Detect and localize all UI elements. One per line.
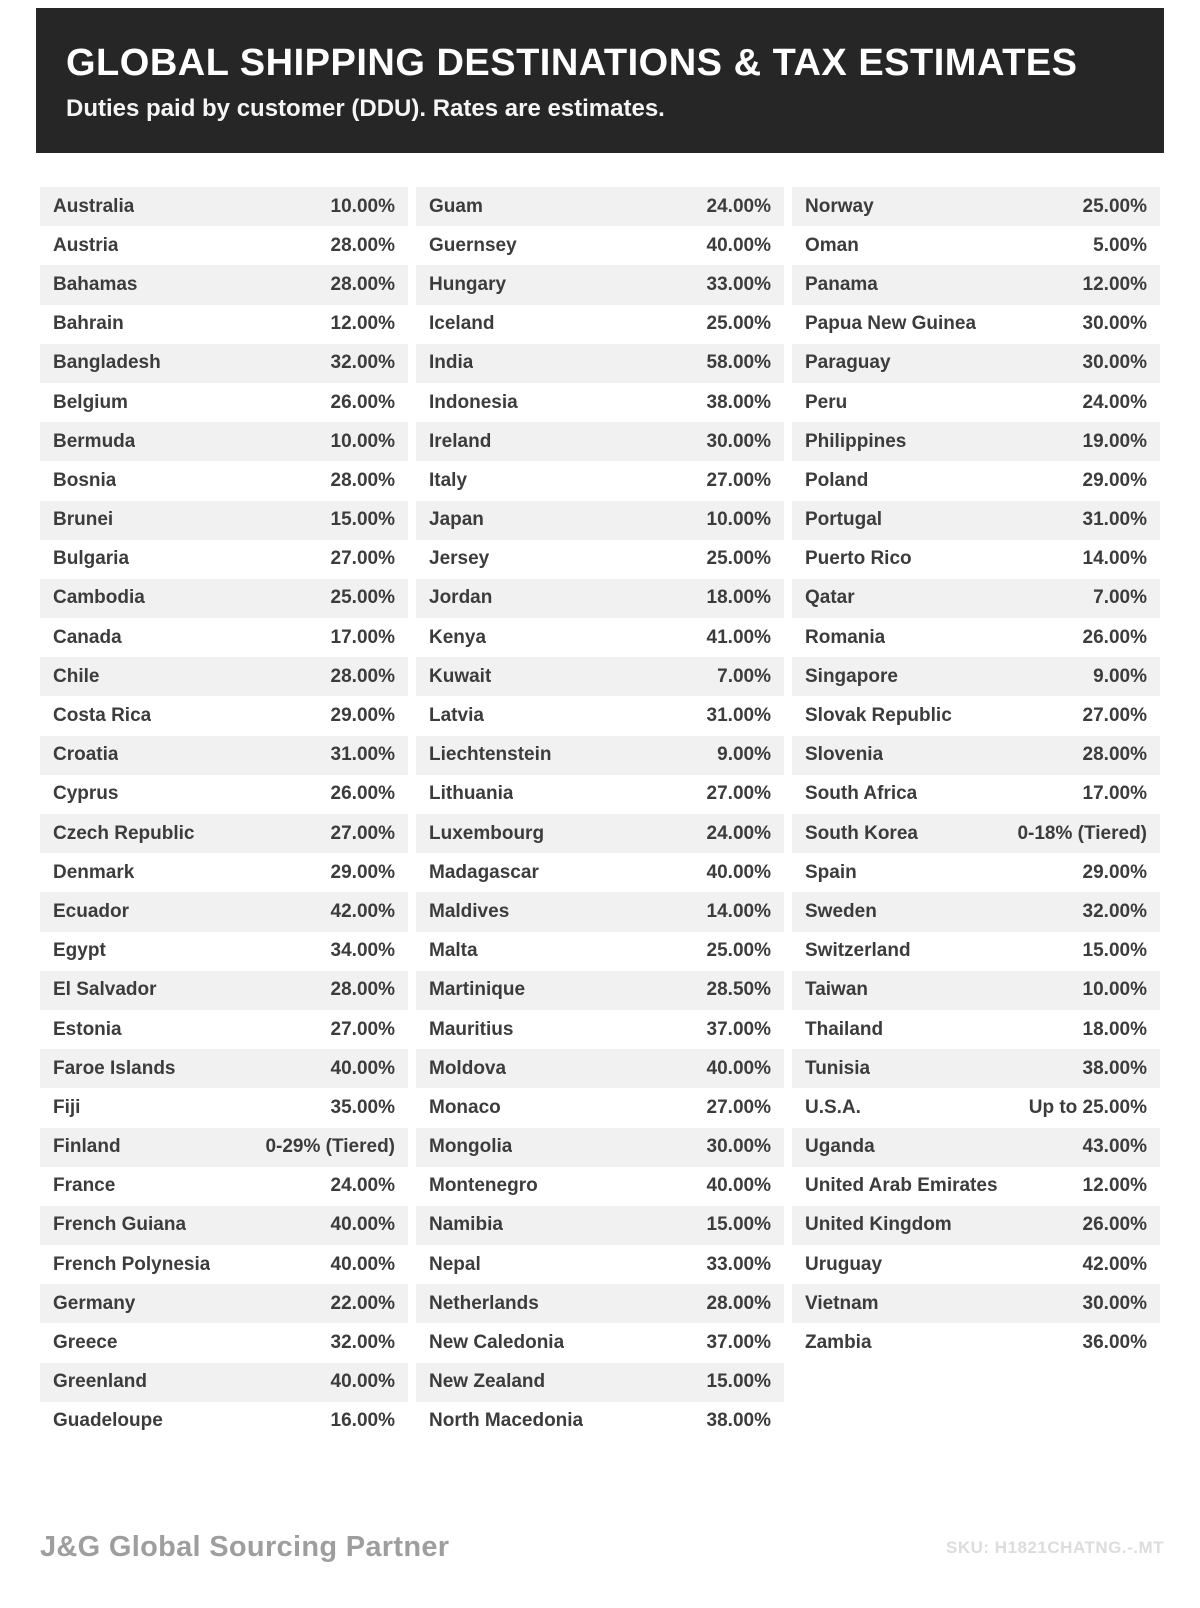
table-row bbox=[416, 1088, 784, 1127]
country-label: Fiji bbox=[53, 1096, 81, 1118]
rate-value: 28.50% bbox=[706, 979, 771, 1001]
country-label: Brunei bbox=[53, 509, 114, 531]
country-label: Papua New Guinea bbox=[805, 313, 977, 335]
rate-value: 27.00% bbox=[706, 783, 771, 805]
country-label: Greece bbox=[53, 1332, 118, 1354]
rate-value: 24.00% bbox=[1082, 391, 1147, 413]
country-label: Ecuador bbox=[53, 900, 130, 922]
country-label: Estonia bbox=[53, 1018, 122, 1040]
country-label: Taiwan bbox=[805, 979, 868, 1001]
rate-value: 40.00% bbox=[330, 1371, 395, 1393]
table-row bbox=[416, 1128, 784, 1167]
country-label: Croatia bbox=[53, 744, 119, 766]
rate-value: 35.00% bbox=[330, 1096, 395, 1118]
table-row bbox=[416, 696, 784, 735]
country-label: Martinique bbox=[429, 979, 526, 1001]
table-row bbox=[40, 736, 408, 775]
country-label: Qatar bbox=[805, 587, 855, 609]
country-label: Switzerland bbox=[805, 940, 911, 962]
country-label: South Africa bbox=[805, 783, 918, 805]
rates-table bbox=[40, 187, 1160, 1441]
country-label: Bahamas bbox=[53, 273, 138, 295]
rate-value: 41.00% bbox=[706, 626, 771, 648]
table-row bbox=[792, 461, 1160, 500]
rate-value: 9.00% bbox=[1093, 665, 1147, 687]
country-label: India bbox=[429, 352, 474, 374]
rate-value: 10.00% bbox=[706, 509, 771, 531]
table-row bbox=[416, 305, 784, 344]
rate-value: 18.00% bbox=[706, 587, 771, 609]
country-label: Jersey bbox=[429, 548, 490, 570]
table-row bbox=[792, 540, 1160, 579]
rate-value: 30.00% bbox=[1082, 313, 1147, 335]
country-label: Lithuania bbox=[429, 783, 514, 805]
table-row bbox=[792, 344, 1160, 383]
table-row bbox=[40, 1167, 408, 1206]
rate-value: 37.00% bbox=[706, 1018, 771, 1040]
country-label: Guadeloupe bbox=[53, 1410, 163, 1432]
country-label: New Caledonia bbox=[429, 1332, 565, 1354]
table-row bbox=[416, 1010, 784, 1049]
table-row bbox=[416, 657, 784, 696]
country-label: Thailand bbox=[805, 1018, 884, 1040]
country-label: Namibia bbox=[429, 1214, 503, 1236]
country-label: United Arab Emirates bbox=[805, 1175, 998, 1197]
country-label: Mongolia bbox=[429, 1136, 513, 1158]
table-row bbox=[792, 265, 1160, 304]
rate-value: 17.00% bbox=[1082, 783, 1147, 805]
table-row bbox=[792, 383, 1160, 422]
rate-value: 27.00% bbox=[330, 548, 395, 570]
country-label: Madagascar bbox=[429, 861, 539, 883]
rate-value: 43.00% bbox=[1082, 1136, 1147, 1158]
country-label: Oman bbox=[805, 234, 859, 256]
country-label: Czech Republic bbox=[53, 822, 195, 844]
rate-value: 26.00% bbox=[1082, 1214, 1147, 1236]
country-label: Greenland bbox=[53, 1371, 147, 1393]
country-label: Australia bbox=[53, 195, 135, 217]
rate-value: 38.00% bbox=[706, 391, 771, 413]
country-label: Egypt bbox=[53, 940, 106, 962]
country-label: Denmark bbox=[53, 861, 135, 883]
rate-value: 26.00% bbox=[330, 783, 395, 805]
country-label: U.S.A. bbox=[805, 1096, 861, 1118]
table-row bbox=[40, 187, 408, 226]
table-row bbox=[40, 579, 408, 618]
country-label: French Guiana bbox=[53, 1214, 187, 1236]
rate-value: 58.00% bbox=[706, 352, 771, 374]
country-label: Liechtenstein bbox=[429, 744, 552, 766]
table-row bbox=[416, 187, 784, 226]
header bbox=[36, 8, 1164, 153]
table-row bbox=[40, 853, 408, 892]
country-label: Maldives bbox=[429, 900, 510, 922]
rate-value: 30.00% bbox=[706, 430, 771, 452]
country-label: Norway bbox=[805, 195, 874, 217]
rate-value: 0-18% (Tiered) bbox=[1017, 822, 1147, 844]
country-label: Mauritius bbox=[429, 1018, 514, 1040]
country-label: Bosnia bbox=[53, 469, 117, 491]
country-label: Philippines bbox=[805, 430, 907, 452]
rate-value: 12.00% bbox=[330, 313, 395, 335]
country-label: Malta bbox=[429, 940, 478, 962]
country-label: Austria bbox=[53, 234, 119, 256]
country-label: Faroe Islands bbox=[53, 1057, 176, 1079]
rate-value: 24.00% bbox=[706, 822, 771, 844]
rate-value: 25.00% bbox=[706, 548, 771, 570]
rate-value: 14.00% bbox=[706, 900, 771, 922]
rate-value: 42.00% bbox=[1082, 1253, 1147, 1275]
rate-value: 18.00% bbox=[1082, 1018, 1147, 1040]
country-label: Nepal bbox=[429, 1253, 481, 1275]
country-label: Zambia bbox=[805, 1332, 872, 1354]
rate-value: 9.00% bbox=[717, 744, 771, 766]
table-row bbox=[792, 501, 1160, 540]
rate-value: 7.00% bbox=[717, 665, 771, 687]
rate-value: Up to 25.00% bbox=[1028, 1096, 1147, 1118]
country-label: Kenya bbox=[429, 626, 487, 648]
country-label: Jordan bbox=[429, 587, 493, 609]
country-label: Peru bbox=[805, 391, 848, 413]
table-row bbox=[416, 1284, 784, 1323]
rate-value: 34.00% bbox=[330, 940, 395, 962]
table-row bbox=[416, 1402, 784, 1441]
table-row bbox=[792, 422, 1160, 461]
country-label: Guernsey bbox=[429, 234, 517, 256]
table-row bbox=[792, 736, 1160, 775]
rate-value: 40.00% bbox=[330, 1214, 395, 1236]
country-label: Slovak Republic bbox=[805, 705, 952, 727]
table-row bbox=[416, 1323, 784, 1362]
rate-value: 7.00% bbox=[1093, 587, 1147, 609]
table-row bbox=[40, 305, 408, 344]
country-label: Bermuda bbox=[53, 430, 136, 452]
country-label: French Polynesia bbox=[53, 1253, 211, 1275]
rate-value: 25.00% bbox=[706, 313, 771, 335]
country-label: Poland bbox=[805, 469, 869, 491]
rate-value: 28.00% bbox=[330, 979, 395, 1001]
country-label: El Salvador bbox=[53, 979, 157, 1001]
rate-value: 30.00% bbox=[1082, 352, 1147, 374]
table-row bbox=[792, 1323, 1160, 1362]
rate-value: 40.00% bbox=[706, 1057, 771, 1079]
table-row bbox=[416, 461, 784, 500]
table-row bbox=[40, 1128, 408, 1167]
rate-column bbox=[416, 187, 784, 1441]
country-label: Moldova bbox=[429, 1057, 507, 1079]
table-row bbox=[792, 226, 1160, 265]
country-label: Panama bbox=[805, 273, 878, 295]
table-row bbox=[416, 1245, 784, 1284]
country-label: Puerto Rico bbox=[805, 548, 912, 570]
table-row bbox=[40, 1049, 408, 1088]
rate-value: 19.00% bbox=[1082, 430, 1147, 452]
table-row bbox=[416, 501, 784, 540]
country-label: Finland bbox=[53, 1136, 121, 1158]
rate-value: 28.00% bbox=[330, 234, 395, 256]
country-label: Tunisia bbox=[805, 1057, 871, 1079]
table-row bbox=[40, 265, 408, 304]
rate-value: 28.00% bbox=[1082, 744, 1147, 766]
table-row bbox=[792, 1167, 1160, 1206]
table-row bbox=[416, 383, 784, 422]
table-row bbox=[40, 618, 408, 657]
rate-value: 26.00% bbox=[1082, 626, 1147, 648]
rate-value: 15.00% bbox=[330, 509, 395, 531]
rate-value: 40.00% bbox=[330, 1253, 395, 1275]
country-label: Chile bbox=[53, 665, 100, 687]
rate-value: 10.00% bbox=[1082, 979, 1147, 1001]
page-title: GLOBAL SHIPPING DESTINATIONS & TAX ESTIMATES bbox=[66, 42, 1078, 84]
country-label: Vietnam bbox=[805, 1292, 879, 1314]
rate-value: 27.00% bbox=[706, 469, 771, 491]
rate-value: 40.00% bbox=[330, 1057, 395, 1079]
country-label: New Zealand bbox=[429, 1371, 546, 1393]
rate-value: 10.00% bbox=[330, 195, 395, 217]
table-row bbox=[40, 1088, 408, 1127]
rate-value: 29.00% bbox=[1082, 861, 1147, 883]
table-row bbox=[792, 579, 1160, 618]
table-row bbox=[40, 383, 408, 422]
table-row bbox=[416, 226, 784, 265]
rate-value: 12.00% bbox=[1082, 1175, 1147, 1197]
rate-value: 16.00% bbox=[330, 1410, 395, 1432]
table-row bbox=[792, 618, 1160, 657]
table-row bbox=[792, 1010, 1160, 1049]
rate-value: 36.00% bbox=[1082, 1332, 1147, 1354]
table-row bbox=[40, 1010, 408, 1049]
table-row bbox=[40, 226, 408, 265]
table-row bbox=[416, 775, 784, 814]
table-row bbox=[416, 892, 784, 931]
country-label: Germany bbox=[53, 1292, 136, 1314]
rate-value: 32.00% bbox=[330, 352, 395, 374]
country-label: North Macedonia bbox=[429, 1410, 584, 1432]
table-row bbox=[40, 932, 408, 971]
rate-value: 25.00% bbox=[1082, 195, 1147, 217]
rate-value: 26.00% bbox=[330, 391, 395, 413]
country-label: Bahrain bbox=[53, 313, 124, 335]
rate-value: 40.00% bbox=[706, 234, 771, 256]
country-label: Guam bbox=[429, 195, 483, 217]
rate-value: 12.00% bbox=[1082, 273, 1147, 295]
country-label: Slovenia bbox=[805, 744, 884, 766]
table-row bbox=[792, 1284, 1160, 1323]
rate-value: 31.00% bbox=[706, 705, 771, 727]
table-row bbox=[416, 932, 784, 971]
table-row bbox=[416, 422, 784, 461]
rate-value: 40.00% bbox=[706, 1175, 771, 1197]
country-label: Monaco bbox=[429, 1096, 501, 1118]
rate-value: 42.00% bbox=[330, 900, 395, 922]
table-row bbox=[416, 1206, 784, 1245]
table-row bbox=[416, 814, 784, 853]
rate-value: 25.00% bbox=[706, 940, 771, 962]
table-row bbox=[40, 892, 408, 931]
table-row bbox=[416, 618, 784, 657]
table-row bbox=[40, 1402, 408, 1441]
table-row bbox=[792, 696, 1160, 735]
country-label: Netherlands bbox=[429, 1292, 539, 1314]
table-row bbox=[792, 853, 1160, 892]
country-label: France bbox=[53, 1175, 116, 1197]
country-label: Paraguay bbox=[805, 352, 891, 374]
rate-value: 17.00% bbox=[330, 626, 395, 648]
rate-value: 33.00% bbox=[706, 273, 771, 295]
country-label: Montenegro bbox=[429, 1175, 538, 1197]
rate-value: 28.00% bbox=[706, 1292, 771, 1314]
table-row bbox=[40, 1284, 408, 1323]
country-label: Costa Rica bbox=[53, 705, 152, 727]
country-label: Ireland bbox=[429, 430, 492, 452]
country-label: Sweden bbox=[805, 900, 877, 922]
rate-value: 27.00% bbox=[706, 1096, 771, 1118]
table-row bbox=[792, 1088, 1160, 1127]
country-label: Italy bbox=[429, 469, 468, 491]
table-row bbox=[792, 1245, 1160, 1284]
rate-value: 27.00% bbox=[330, 822, 395, 844]
rate-value: 38.00% bbox=[706, 1410, 771, 1432]
rate-value: 40.00% bbox=[706, 861, 771, 883]
country-label: South Korea bbox=[805, 822, 918, 844]
rate-value: 27.00% bbox=[330, 1018, 395, 1040]
table-row bbox=[416, 344, 784, 383]
table-row bbox=[40, 657, 408, 696]
country-label: Luxembourg bbox=[429, 822, 545, 844]
rate-value: 38.00% bbox=[1082, 1057, 1147, 1079]
table-row bbox=[792, 892, 1160, 931]
country-label: Hungary bbox=[429, 273, 507, 295]
country-label: Uruguay bbox=[805, 1253, 883, 1275]
rate-value: 31.00% bbox=[1082, 509, 1147, 531]
table-row bbox=[792, 775, 1160, 814]
table-row bbox=[416, 579, 784, 618]
table-row bbox=[40, 540, 408, 579]
rate-value: 10.00% bbox=[330, 430, 395, 452]
rate-value: 28.00% bbox=[330, 665, 395, 687]
country-label: Bulgaria bbox=[53, 548, 130, 570]
sku-label: SKU: H1821CHATNG.-.MT bbox=[946, 1538, 1164, 1557]
page-subtitle: Duties paid by customer (DDU). Rates are estimates. bbox=[66, 95, 665, 122]
table-row bbox=[40, 1245, 408, 1284]
table-row bbox=[416, 736, 784, 775]
rate-value: 5.00% bbox=[1093, 234, 1147, 256]
country-label: Cambodia bbox=[53, 587, 145, 609]
brand-footer: J&G Global Sourcing Partner bbox=[40, 1531, 450, 1563]
table-row bbox=[416, 540, 784, 579]
table-row bbox=[416, 265, 784, 304]
rate-value: 27.00% bbox=[1082, 705, 1147, 727]
rate-value: 33.00% bbox=[706, 1253, 771, 1275]
table-row bbox=[792, 1049, 1160, 1088]
rate-value: 32.00% bbox=[1082, 900, 1147, 922]
table-row bbox=[40, 461, 408, 500]
rate-value: 25.00% bbox=[330, 587, 395, 609]
country-label: United Kingdom bbox=[805, 1214, 952, 1236]
rate-value: 22.00% bbox=[330, 1292, 395, 1314]
country-label: Singapore bbox=[805, 665, 898, 687]
table-row bbox=[792, 814, 1160, 853]
country-label: Portugal bbox=[805, 509, 883, 531]
table-row bbox=[40, 696, 408, 735]
country-label: Uganda bbox=[805, 1136, 875, 1158]
rate-value: 31.00% bbox=[330, 744, 395, 766]
table-row bbox=[40, 971, 408, 1010]
table-row bbox=[40, 501, 408, 540]
rate-column bbox=[792, 187, 1160, 1363]
table-row bbox=[40, 344, 408, 383]
rate-value: 37.00% bbox=[706, 1332, 771, 1354]
country-label: Canada bbox=[53, 626, 122, 648]
table-row bbox=[792, 1128, 1160, 1167]
rate-value: 30.00% bbox=[1082, 1292, 1147, 1314]
country-label: Belgium bbox=[53, 391, 128, 413]
table-row bbox=[416, 1049, 784, 1088]
table-row bbox=[40, 1363, 408, 1402]
country-label: Latvia bbox=[429, 705, 484, 727]
table-row bbox=[792, 305, 1160, 344]
rate-value: 32.00% bbox=[330, 1332, 395, 1354]
rate-value: 29.00% bbox=[330, 861, 395, 883]
table-row bbox=[416, 853, 784, 892]
rate-column bbox=[40, 187, 408, 1441]
table-row bbox=[40, 1206, 408, 1245]
table-row bbox=[416, 971, 784, 1010]
table-row bbox=[792, 932, 1160, 971]
table-row bbox=[792, 1206, 1160, 1245]
table-row bbox=[792, 657, 1160, 696]
table-row bbox=[416, 1363, 784, 1402]
country-label: Iceland bbox=[429, 313, 495, 335]
rate-value: 15.00% bbox=[1082, 940, 1147, 962]
country-label: Japan bbox=[429, 509, 484, 531]
country-label: Spain bbox=[805, 861, 857, 883]
rate-value: 28.00% bbox=[330, 469, 395, 491]
table-row bbox=[40, 775, 408, 814]
rate-value: 15.00% bbox=[706, 1214, 771, 1236]
rate-value: 29.00% bbox=[1082, 469, 1147, 491]
table-row bbox=[40, 814, 408, 853]
rate-value: 15.00% bbox=[706, 1371, 771, 1393]
rate-value: 30.00% bbox=[706, 1136, 771, 1158]
country-label: Kuwait bbox=[429, 665, 492, 687]
rate-value: 29.00% bbox=[330, 705, 395, 727]
country-label: Indonesia bbox=[429, 391, 518, 413]
table-row bbox=[416, 1167, 784, 1206]
country-label: Romania bbox=[805, 626, 886, 648]
table-row bbox=[40, 1323, 408, 1362]
table-row bbox=[792, 971, 1160, 1010]
table-row bbox=[792, 187, 1160, 226]
rate-value: 28.00% bbox=[330, 273, 395, 295]
rate-value: 24.00% bbox=[330, 1175, 395, 1197]
rate-value: 14.00% bbox=[1082, 548, 1147, 570]
table-row bbox=[40, 422, 408, 461]
country-label: Cyprus bbox=[53, 783, 119, 805]
country-label: Bangladesh bbox=[53, 352, 161, 374]
rate-value: 24.00% bbox=[706, 195, 771, 217]
rate-value: 0-29% (Tiered) bbox=[265, 1136, 395, 1158]
